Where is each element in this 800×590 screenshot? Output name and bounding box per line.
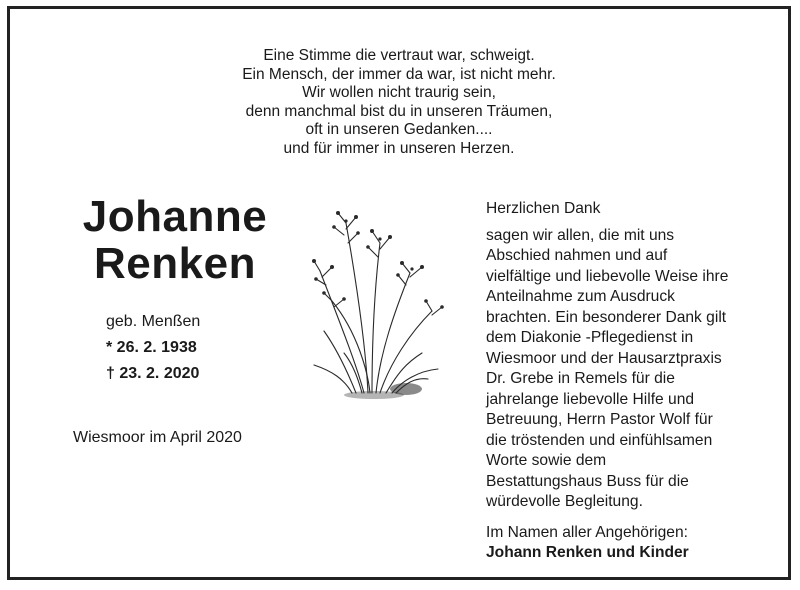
place-date: Wiesmoor im April 2020 — [73, 429, 242, 446]
thanks-line: dem Diakonie -Pflegedienst in — [486, 329, 694, 346]
thanks-line: Dr. Grebe in Remels für die — [486, 370, 675, 387]
life-dates — [106, 309, 200, 387]
birth-name: geb. Menßen — [106, 313, 201, 330]
thanks-heading: Herzlichen Dank — [486, 200, 601, 217]
deceased-name — [40, 193, 310, 287]
first-name: Johanne — [82, 192, 268, 241]
thanks-line: Wiesmoor und der Hausarztpraxis — [486, 349, 722, 367]
poem-line: Ein Mensch, der immer da war, ist nicht mehr. — [242, 65, 556, 83]
poem-line: Eine Stimme die vertraut war, schweigt. — [263, 47, 535, 64]
thanks-line: brachten. Ein besonderer Dank gilt — [486, 308, 727, 326]
thanks-line: vielfältige und liebevolle Weise ihre — [486, 267, 729, 285]
death-date: † 23. 2. 2020 — [106, 365, 200, 382]
thanks-line: jahrelange liebevolle Hilfe und — [486, 390, 695, 408]
thanks-text — [486, 199, 786, 564]
thanks-line: würdevolle Begleitung. — [486, 493, 643, 510]
thanks-line: Abschied nahmen und auf — [486, 247, 668, 264]
thanks-line: Betreuung, Herrn Pastor Wolf für — [486, 411, 713, 428]
thanks-line: die tröstenden und einfühlsamen — [486, 431, 713, 449]
thanks-body — [486, 226, 786, 513]
poem-line: und für immer in unseren Herzen. — [283, 139, 515, 157]
poem — [10, 47, 788, 159]
poem-line: denn manchmal bist du in unseren Träumen, — [245, 102, 553, 120]
obituary-notice — [7, 6, 791, 580]
thanks-line: Bestattungshaus Buss für die — [486, 472, 689, 490]
thanks-line: Anteilnahme zum Ausdruck — [486, 288, 675, 305]
closing-line: Im Namen aller Angehörigen: — [486, 523, 688, 541]
poem-line: oft in unseren Gedanken.... — [305, 121, 493, 139]
birth-date: * 26. 2. 1938 — [106, 339, 197, 356]
thanks-line: Worte sowie dem — [486, 452, 607, 469]
last-name: Renken — [94, 239, 256, 288]
poem-line: Wir wollen nicht traurig sein, — [302, 84, 496, 102]
signature: Johann Renken und Kinder — [486, 544, 689, 561]
thanks-line: sagen wir allen, die mit uns — [486, 226, 675, 244]
grass-illustration-icon — [306, 203, 456, 403]
